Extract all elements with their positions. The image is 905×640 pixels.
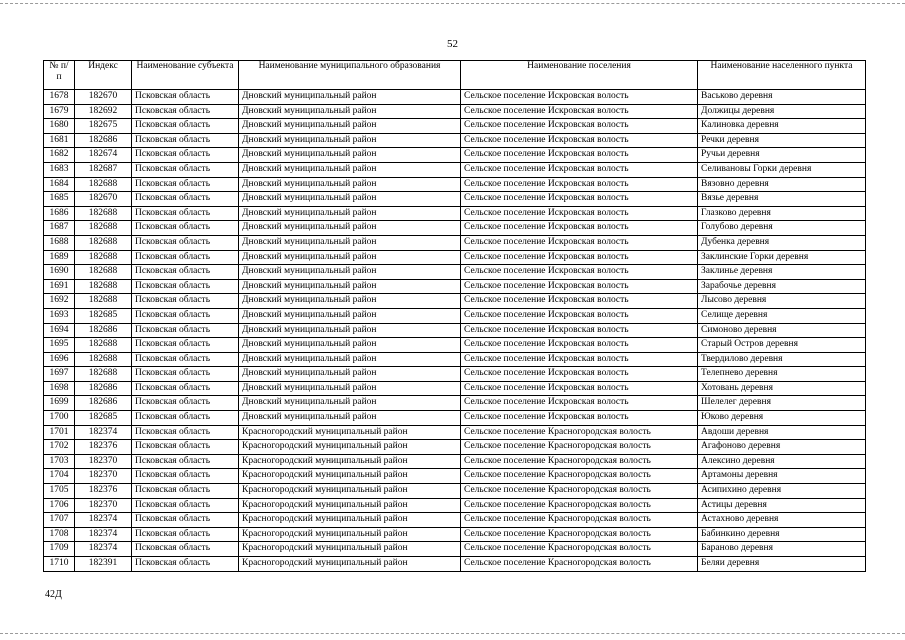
cell-municipality: Дновский муниципальный район (239, 352, 461, 367)
cell-locality: Старый Остров деревня (698, 338, 866, 353)
cell-settlement: Сельское поселение Красногородская волость (461, 484, 698, 499)
cell-index: 182688 (75, 352, 132, 367)
cell-settlement: Сельское поселение Искровская волость (461, 206, 698, 221)
cell-municipality: Дновский муниципальный район (239, 90, 461, 105)
cell-settlement: Сельское поселение Искровская волость (461, 338, 698, 353)
table-row (44, 206, 866, 221)
cell-num: 1697 (44, 367, 75, 382)
cell-num: 1684 (44, 177, 75, 192)
cell-municipality: Дновский муниципальный район (239, 148, 461, 163)
cell-settlement: Сельское поселение Искровская волость (461, 235, 698, 250)
cell-municipality: Дновский муниципальный район (239, 221, 461, 236)
cell-subject: Псковская область (132, 469, 239, 484)
header-index: Индекс (75, 61, 132, 90)
cell-locality: Бараново деревня (698, 542, 866, 557)
cell-index: 182688 (75, 265, 132, 280)
cell-subject: Псковская область (132, 221, 239, 236)
cell-settlement: Сельское поселение Искровская волость (461, 148, 698, 163)
cell-municipality: Дновский муниципальный район (239, 367, 461, 382)
cell-municipality: Красногородский муниципальный район (239, 469, 461, 484)
cell-num: 1709 (44, 542, 75, 557)
cell-num: 1694 (44, 323, 75, 338)
cell-index: 182688 (75, 177, 132, 192)
cell-locality: Вязовно деревня (698, 177, 866, 192)
cell-index: 182688 (75, 338, 132, 353)
cell-locality: Голубово деревня (698, 221, 866, 236)
cell-locality: Ручьи деревня (698, 148, 866, 163)
table-row (44, 367, 866, 382)
cell-index: 182370 (75, 454, 132, 469)
table-row (44, 338, 866, 353)
cell-subject: Псковская область (132, 119, 239, 134)
cell-settlement: Сельское поселение Искровская волость (461, 381, 698, 396)
table-row (44, 250, 866, 265)
footer-code: 42Д (45, 589, 62, 600)
cell-locality: Юково деревня (698, 411, 866, 426)
cell-index: 182688 (75, 294, 132, 309)
table-row (44, 235, 866, 250)
cell-subject: Псковская область (132, 367, 239, 382)
cell-subject: Псковская область (132, 206, 239, 221)
cell-settlement: Сельское поселение Искровская волость (461, 294, 698, 309)
cell-subject: Псковская область (132, 338, 239, 353)
table-row (44, 162, 866, 177)
cell-municipality: Дновский муниципальный район (239, 381, 461, 396)
cell-settlement: Сельское поселение Красногородская волость (461, 440, 698, 455)
cell-subject: Псковская область (132, 250, 239, 265)
cell-index: 182376 (75, 440, 132, 455)
cell-subject: Псковская область (132, 192, 239, 207)
cell-municipality: Дновский муниципальный район (239, 119, 461, 134)
cell-index: 182374 (75, 527, 132, 542)
cell-locality: Речки деревня (698, 133, 866, 148)
cell-num: 1708 (44, 527, 75, 542)
cell-municipality: Дновский муниципальный район (239, 323, 461, 338)
cell-index: 182374 (75, 425, 132, 440)
cell-locality: Артамоны деревня (698, 469, 866, 484)
cell-num: 1706 (44, 498, 75, 513)
cell-settlement: Сельское поселение Искровская волость (461, 119, 698, 134)
table-row (44, 177, 866, 192)
cell-settlement: Сельское поселение Искровская волость (461, 367, 698, 382)
cell-subject: Псковская область (132, 265, 239, 280)
cell-index: 182391 (75, 557, 132, 572)
cell-locality: Лысово деревня (698, 294, 866, 309)
cell-municipality: Дновский муниципальный район (239, 265, 461, 280)
cell-municipality: Красногородский муниципальный район (239, 440, 461, 455)
table-row (44, 440, 866, 455)
cell-municipality: Дновский муниципальный район (239, 279, 461, 294)
cell-index: 182687 (75, 162, 132, 177)
cell-municipality: Красногородский муниципальный район (239, 557, 461, 572)
cell-subject: Псковская область (132, 148, 239, 163)
cell-settlement: Сельское поселение Красногородская волость (461, 454, 698, 469)
cell-subject: Псковская область (132, 323, 239, 338)
cell-locality: Дубенка деревня (698, 235, 866, 250)
cell-locality: Вязье деревня (698, 192, 866, 207)
cell-settlement: Сельское поселение Красногородская волость (461, 425, 698, 440)
cell-index: 182688 (75, 367, 132, 382)
cell-index: 182688 (75, 221, 132, 236)
cell-index: 182374 (75, 542, 132, 557)
cell-num: 1683 (44, 162, 75, 177)
cell-subject: Псковская область (132, 425, 239, 440)
table-row (44, 425, 866, 440)
table-row (44, 221, 866, 236)
cell-locality: Симоново деревня (698, 323, 866, 338)
cell-index: 182686 (75, 381, 132, 396)
cell-locality: Бабинкино деревня (698, 527, 866, 542)
cell-num: 1696 (44, 352, 75, 367)
table-row (44, 133, 866, 148)
cell-municipality: Красногородский муниципальный район (239, 425, 461, 440)
cell-num: 1710 (44, 557, 75, 572)
cell-locality: Должицы деревня (698, 104, 866, 119)
cell-locality: Заклинье деревня (698, 265, 866, 280)
cell-index: 182686 (75, 396, 132, 411)
cell-num: 1705 (44, 484, 75, 499)
cell-settlement: Сельское поселение Искровская волость (461, 162, 698, 177)
cell-locality: Агафоново деревня (698, 440, 866, 455)
table-row (44, 454, 866, 469)
cell-subject: Псковская область (132, 381, 239, 396)
cell-subject: Псковская область (132, 513, 239, 528)
cell-municipality: Красногородский муниципальный район (239, 513, 461, 528)
cell-locality: Заклинские Горки деревня (698, 250, 866, 265)
cell-num: 1700 (44, 411, 75, 426)
cell-municipality: Дновский муниципальный район (239, 294, 461, 309)
cell-num: 1680 (44, 119, 75, 134)
cell-num: 1699 (44, 396, 75, 411)
cell-index: 182370 (75, 498, 132, 513)
table-row (44, 557, 866, 572)
cell-municipality: Красногородский муниципальный район (239, 527, 461, 542)
table-row (44, 542, 866, 557)
header-municipality: Наименование муниципального образования (239, 61, 461, 90)
cell-num: 1691 (44, 279, 75, 294)
cell-municipality: Дновский муниципальный район (239, 192, 461, 207)
cell-municipality: Красногородский муниципальный район (239, 542, 461, 557)
cell-subject: Псковская область (132, 162, 239, 177)
cell-municipality: Дновский муниципальный район (239, 338, 461, 353)
cell-index: 182670 (75, 90, 132, 105)
cell-locality: Телепнево деревня (698, 367, 866, 382)
cell-subject: Псковская область (132, 235, 239, 250)
cell-num: 1704 (44, 469, 75, 484)
table-row (44, 411, 866, 426)
table-row (44, 527, 866, 542)
cell-subject: Псковская область (132, 177, 239, 192)
table-row (44, 104, 866, 119)
table-row (44, 352, 866, 367)
cell-num: 1702 (44, 440, 75, 455)
table-row (44, 294, 866, 309)
cell-subject: Псковская область (132, 133, 239, 148)
table-row (44, 279, 866, 294)
cell-subject: Псковская область (132, 352, 239, 367)
cell-settlement: Сельское поселение Искровская волость (461, 279, 698, 294)
cell-index: 182374 (75, 513, 132, 528)
cell-subject: Псковская область (132, 454, 239, 469)
scan-edge-top (0, 3, 905, 4)
cell-locality: Шелелег деревня (698, 396, 866, 411)
table-row (44, 396, 866, 411)
cell-num: 1692 (44, 294, 75, 309)
cell-locality: Хотовань деревня (698, 381, 866, 396)
cell-settlement: Сельское поселение Красногородская волость (461, 542, 698, 557)
cell-municipality: Дновский муниципальный район (239, 133, 461, 148)
cell-settlement: Сельское поселение Искровская волость (461, 221, 698, 236)
cell-locality: Асипихино деревня (698, 484, 866, 499)
page-number: 52 (447, 38, 458, 50)
cell-settlement: Сельское поселение Искровская волость (461, 250, 698, 265)
cell-subject: Псковская область (132, 294, 239, 309)
cell-locality: Астахново деревня (698, 513, 866, 528)
cell-num: 1703 (44, 454, 75, 469)
table-row (44, 308, 866, 323)
cell-subject: Псковская область (132, 440, 239, 455)
table-row (44, 498, 866, 513)
cell-subject: Псковская область (132, 279, 239, 294)
cell-municipality: Дновский муниципальный район (239, 235, 461, 250)
cell-index: 182370 (75, 469, 132, 484)
cell-num: 1686 (44, 206, 75, 221)
table-row (44, 192, 866, 207)
cell-municipality: Дновский муниципальный район (239, 308, 461, 323)
cell-subject: Псковская область (132, 396, 239, 411)
cell-municipality: Дновский муниципальный район (239, 396, 461, 411)
cell-settlement: Сельское поселение Искровская волость (461, 104, 698, 119)
cell-municipality: Красногородский муниципальный район (239, 498, 461, 513)
table-row (44, 513, 866, 528)
cell-locality: Васьково деревня (698, 90, 866, 105)
cell-settlement: Сельское поселение Красногородская волость (461, 498, 698, 513)
header-settlement: Наименование поселения (461, 61, 698, 90)
cell-index: 182685 (75, 308, 132, 323)
cell-num: 1679 (44, 104, 75, 119)
cell-num: 1685 (44, 192, 75, 207)
cell-index: 182376 (75, 484, 132, 499)
header-num: № п/п (44, 61, 75, 90)
cell-settlement: Сельское поселение Искровская волость (461, 90, 698, 105)
cell-locality: Авдоши деревня (698, 425, 866, 440)
cell-index: 182686 (75, 323, 132, 338)
table-body (44, 90, 866, 572)
cell-num: 1707 (44, 513, 75, 528)
cell-index: 182670 (75, 192, 132, 207)
cell-settlement: Сельское поселение Искровская волость (461, 133, 698, 148)
cell-locality: Глазково деревня (698, 206, 866, 221)
cell-index: 182688 (75, 235, 132, 250)
cell-locality: Селивановы Горки деревня (698, 162, 866, 177)
cell-subject: Псковская область (132, 484, 239, 499)
cell-index: 182675 (75, 119, 132, 134)
cell-subject: Псковская область (132, 90, 239, 105)
cell-municipality: Дновский муниципальный район (239, 206, 461, 221)
table-row (44, 381, 866, 396)
table-row (44, 119, 866, 134)
cell-index: 182692 (75, 104, 132, 119)
cell-settlement: Сельское поселение Искровская волость (461, 396, 698, 411)
table-header-row (44, 61, 866, 90)
table-row (44, 90, 866, 105)
cell-municipality: Дновский муниципальный район (239, 104, 461, 119)
cell-num: 1695 (44, 338, 75, 353)
cell-num: 1701 (44, 425, 75, 440)
cell-locality: Калиновка деревня (698, 119, 866, 134)
cell-locality: Астицы деревня (698, 498, 866, 513)
cell-subject: Псковская область (132, 527, 239, 542)
cell-num: 1688 (44, 235, 75, 250)
cell-municipality: Дновский муниципальный район (239, 411, 461, 426)
cell-municipality: Красногородский муниципальный район (239, 454, 461, 469)
cell-locality: Беляи деревня (698, 557, 866, 572)
cell-subject: Псковская область (132, 104, 239, 119)
cell-settlement: Сельское поселение Искровская волость (461, 177, 698, 192)
localities-table (43, 60, 866, 572)
cell-subject: Псковская область (132, 498, 239, 513)
cell-municipality: Дновский муниципальный район (239, 250, 461, 265)
cell-num: 1681 (44, 133, 75, 148)
cell-index: 182688 (75, 250, 132, 265)
cell-num: 1678 (44, 90, 75, 105)
cell-settlement: Сельское поселение Искровская волость (461, 265, 698, 280)
cell-locality: Зарабочье деревня (698, 279, 866, 294)
cell-num: 1689 (44, 250, 75, 265)
cell-settlement: Сельское поселение Искровская волость (461, 411, 698, 426)
cell-settlement: Сельское поселение Красногородская волость (461, 469, 698, 484)
table-row (44, 265, 866, 280)
cell-locality: Селище деревня (698, 308, 866, 323)
cell-subject: Псковская область (132, 557, 239, 572)
cell-settlement: Сельское поселение Искровская волость (461, 308, 698, 323)
cell-num: 1690 (44, 265, 75, 280)
cell-locality: Алексино деревня (698, 454, 866, 469)
table-row (44, 148, 866, 163)
cell-municipality: Дновский муниципальный район (239, 177, 461, 192)
cell-index: 182674 (75, 148, 132, 163)
cell-subject: Псковская область (132, 308, 239, 323)
cell-settlement: Сельское поселение Искровская волость (461, 192, 698, 207)
table-row (44, 469, 866, 484)
cell-index: 182688 (75, 279, 132, 294)
cell-settlement: Сельское поселение Красногородская волость (461, 527, 698, 542)
cell-settlement: Сельское поселение Красногородская волость (461, 513, 698, 528)
cell-index: 182688 (75, 206, 132, 221)
cell-settlement: Сельское поселение Искровская волость (461, 323, 698, 338)
cell-municipality: Дновский муниципальный район (239, 162, 461, 177)
cell-num: 1687 (44, 221, 75, 236)
cell-index: 182685 (75, 411, 132, 426)
cell-num: 1693 (44, 308, 75, 323)
cell-num: 1698 (44, 381, 75, 396)
cell-index: 182686 (75, 133, 132, 148)
cell-subject: Псковская область (132, 411, 239, 426)
cell-num: 1682 (44, 148, 75, 163)
cell-settlement: Сельское поселение Искровская волость (461, 352, 698, 367)
header-subject: Наименование субъекта (132, 61, 239, 90)
cell-settlement: Сельское поселение Красногородская волость (461, 557, 698, 572)
cell-locality: Твердилово деревня (698, 352, 866, 367)
table-row (44, 484, 866, 499)
table-row (44, 323, 866, 338)
cell-municipality: Красногородский муниципальный район (239, 484, 461, 499)
scan-edge-bottom (0, 633, 905, 634)
header-locality: Наименование населенного пункта (698, 61, 866, 90)
cell-subject: Псковская область (132, 542, 239, 557)
